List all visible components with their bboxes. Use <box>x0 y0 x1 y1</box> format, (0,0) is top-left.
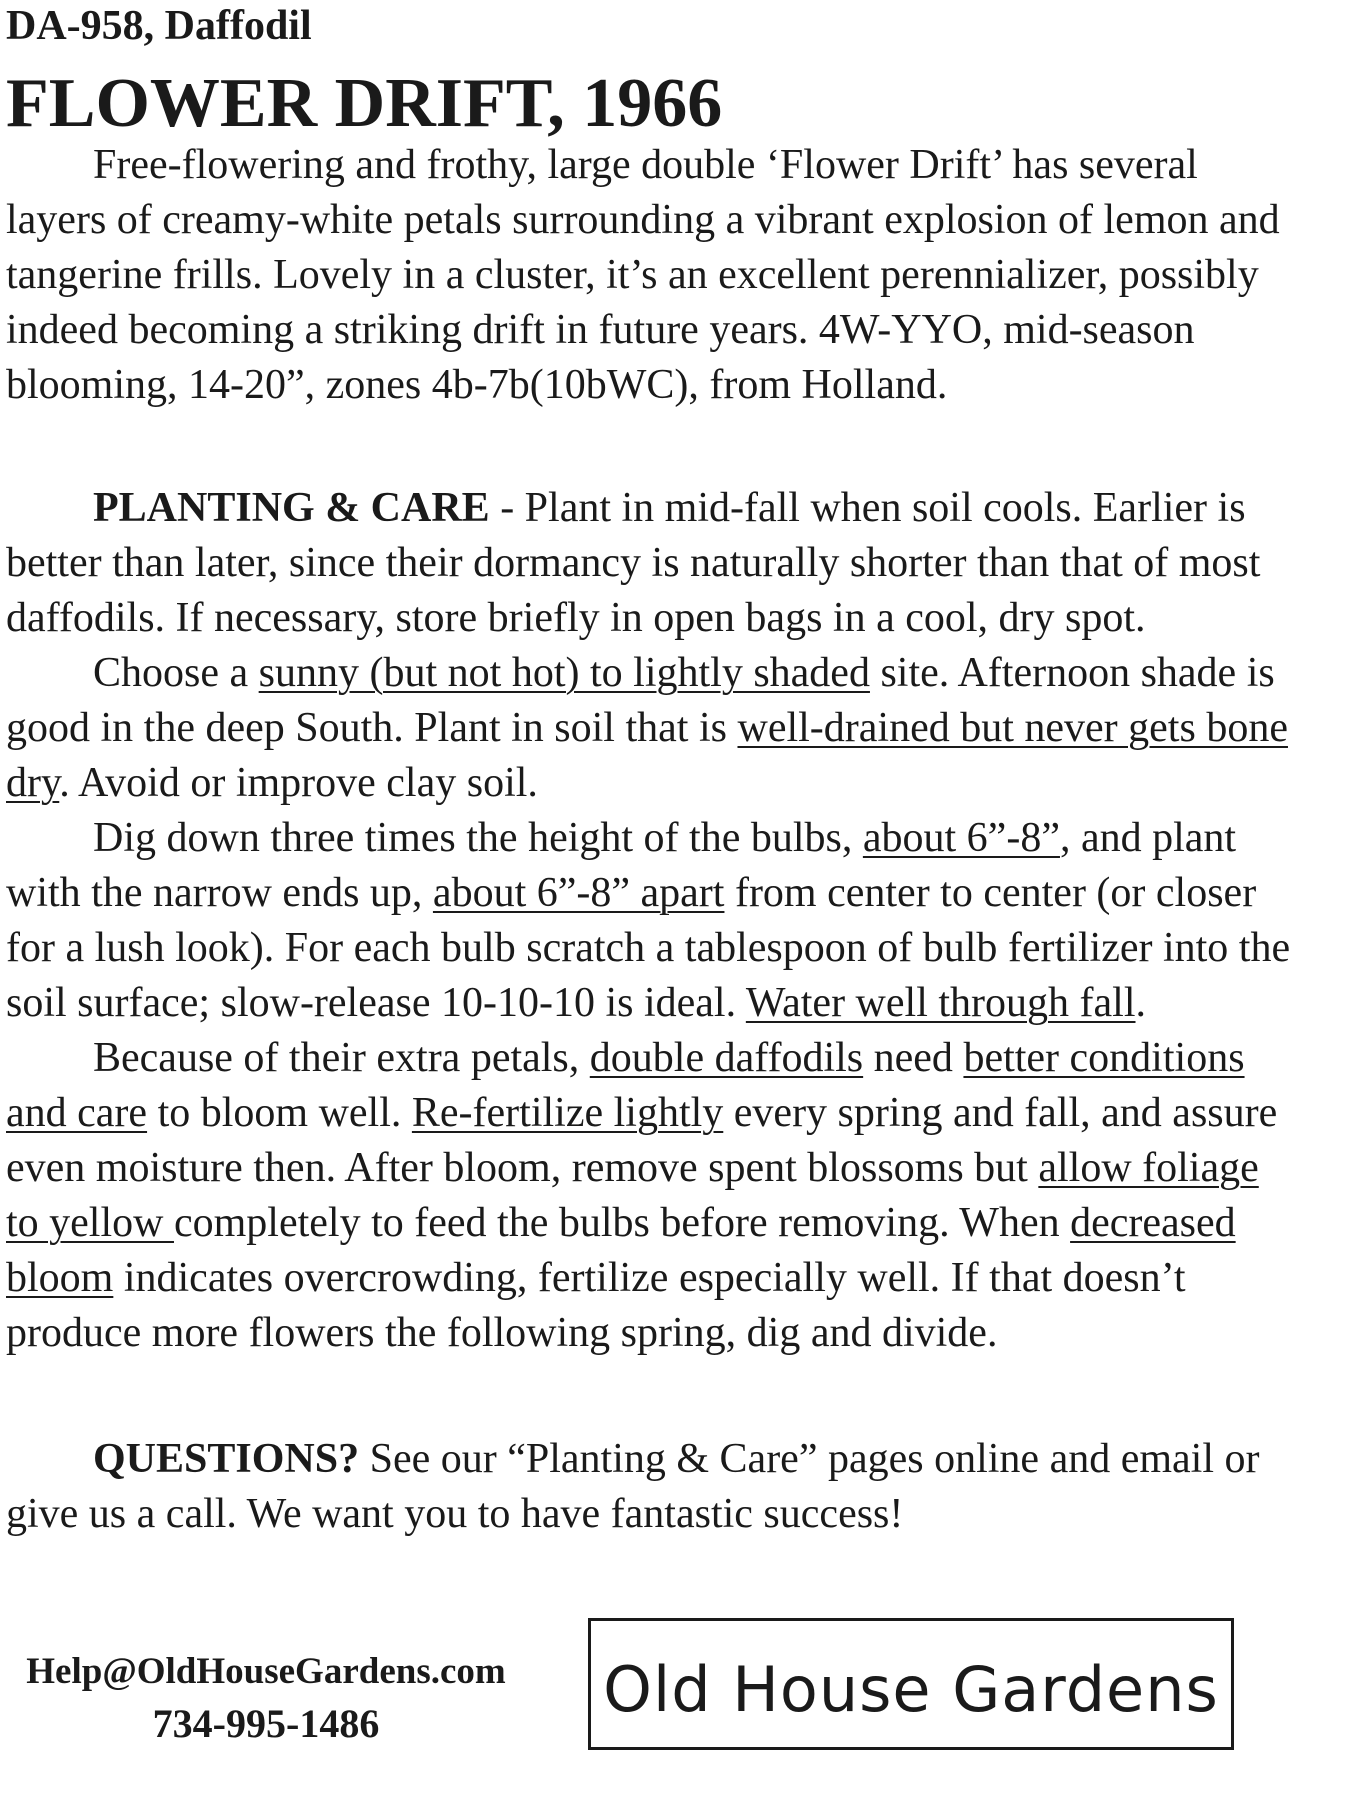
text-run: Dig down three times the height of the bulbs, <box>93 815 863 861</box>
underlined-phrase: Re-fertilize lightly <box>411 1090 724 1136</box>
text-run: to bloom well. <box>147 1090 412 1136</box>
planting-care-block <box>6 481 1296 1361</box>
product-code: DA-958, Daffodil <box>6 3 312 49</box>
underlined-phrase: sunny (but not hot) to lightly shaded <box>258 650 870 696</box>
underlined-phrase: decreased bloom <box>6 1200 1236 1301</box>
planting-paragraph-1 <box>6 481 1296 646</box>
text-run: Choose a <box>93 650 259 696</box>
text-run: Because of their extra petals, <box>93 1035 590 1081</box>
description-paragraph <box>6 138 1296 413</box>
underlined-phrase: well-drained but never gets bone dry <box>6 705 1288 806</box>
page-title: FLOWER DRIFT, 1966 <box>6 65 723 142</box>
underlined-phrase: better conditions and care <box>6 1035 1245 1136</box>
text-run: . Avoid or improve clay soil. <box>59 760 538 806</box>
text-run: , and plant with the narrow ends up, <box>6 815 1237 916</box>
text-run: need <box>863 1035 964 1081</box>
text-run: Free-flowering and frothy, large double ‘Flower Drift’ has several layers of creamy-white petals surrounding a vibrant explosion of lemon and tangerine frills. Lovely in a cluster, it’s an excellent perennializer, possibly indeed becoming a striking drift in future years. 4W-YYO, mid-season blooming, 14-20”, zones 4b-7b(10bWC), from Holland. <box>6 142 1280 408</box>
contact-info <box>6 1648 526 1752</box>
planting-paragraph-4 <box>6 1031 1296 1361</box>
text-run: . <box>1135 980 1146 1026</box>
text-run: every spring and fall, and assure even moisture then. After bloom, remove spent blossoms but <box>6 1090 1278 1191</box>
planting-heading: PLANTING & CARE <box>93 485 490 531</box>
text-run: site. Afternoon shade is good in the deep South. Plant in soil that is <box>6 650 1275 751</box>
underlined-phrase: about 6”-8” <box>862 815 1060 861</box>
text-run: See our “Planting & Care” pages online and email or give us a call. We want you to have fantastic success! <box>6 1436 1260 1537</box>
underlined-phrase: double daffodils <box>589 1035 864 1081</box>
text-run: completely to feed the bulbs before removing. When <box>173 1200 1071 1246</box>
brand-logo-art <box>591 1621 1231 1747</box>
underlined-phrase: allow foliage to yellow <box>6 1145 1259 1246</box>
questions-paragraph <box>6 1432 1296 1542</box>
planting-paragraph-2 <box>6 646 1296 811</box>
text-run: indicates overcrowding, fertilize especially well. If that doesn’t produce more flowers the following spring, dig and divide. <box>6 1255 1186 1356</box>
description-block <box>6 138 1296 413</box>
contact-email[interactable]: Help@OldHouseGardens.com <box>26 1651 506 1692</box>
brand-logo <box>588 1618 1234 1750</box>
underlined-phrase: about 6”-8” apart <box>432 870 725 916</box>
questions-heading: QUESTIONS? <box>93 1436 360 1482</box>
planting-paragraph-3 <box>6 811 1296 1031</box>
brand-logo-text: Old House Gardens <box>603 1653 1219 1726</box>
text-run: from center to center (or closer for a lush look). For each bulb scratch a tablespoon of bulb fertilizer into the soil surface; slow-release 10-10-10 is ideal. <box>6 870 1291 1026</box>
text-run: - Plant in mid-fall when soil cools. Earlier is better than later, since their dormancy is naturally shorter than that of most daffodils. If necessary, store briefly in open bags in a cool, dry spot. <box>6 485 1261 641</box>
questions-block <box>6 1432 1296 1542</box>
underlined-phrase: Water well through fall <box>745 980 1136 1026</box>
contact-phone[interactable]: 734-995-1486 <box>152 1701 380 1746</box>
